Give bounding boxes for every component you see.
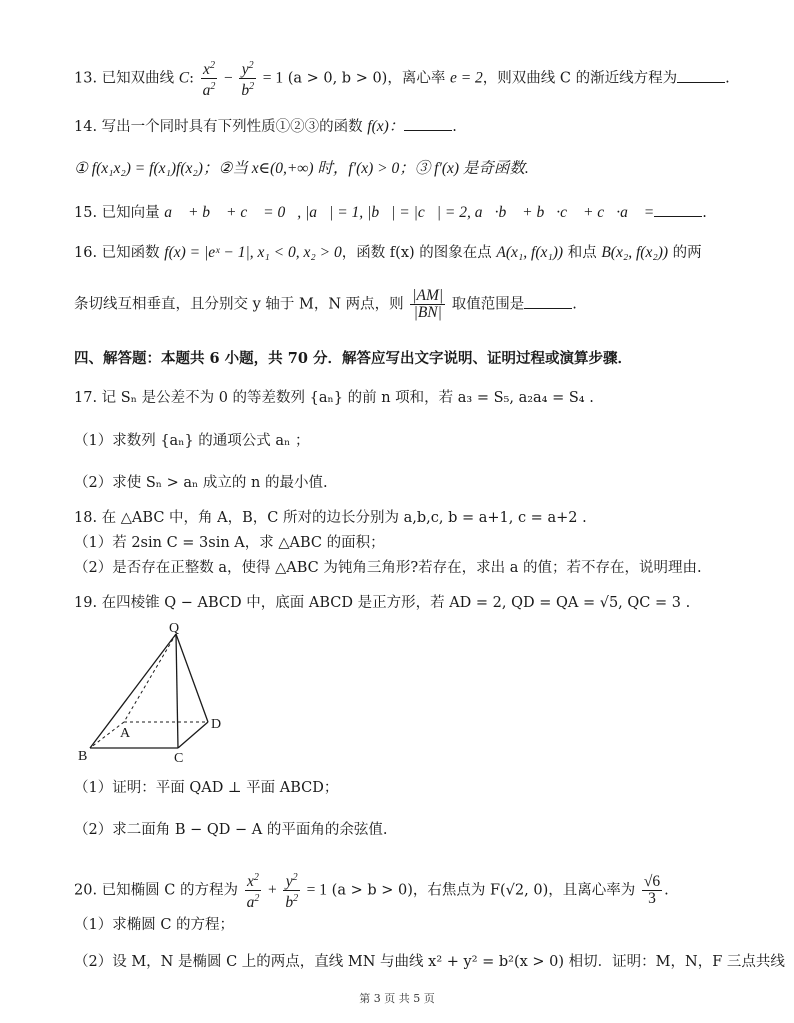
part-2: （2）求二面角 B − QD − A 的平面角的余弦值. [74, 822, 388, 838]
fraction-denominator: |BN| [413, 304, 442, 321]
question-number: 17. [74, 390, 98, 406]
question-text: 记 Sₙ 是公差不为 0 的等差数列 {aₙ} 的前 n 项和，若 a₃ = S₅, a₂a₄ = S₄ . [101, 390, 594, 406]
label-b: B [78, 749, 88, 764]
question-15: 15. 已知向量 a⃗ + b⃗ + c⃗ = 0⃗, |a⃗| = 1, |b⃗| = |c⃗| = 2, a⃗·b⃗ + b⃗·c⃗ + c⃗·a⃗ = . [74, 204, 707, 221]
part-1: （1）证明：平面 QAD ⊥ 平面 ABCD； [74, 780, 339, 796]
question-number: 15. [74, 205, 98, 221]
question-number: 13. [74, 70, 98, 87]
condition-text: (a > 0, b > 0)，离心率 [287, 70, 446, 87]
answer-blank[interactable] [677, 68, 725, 83]
question-text: 已知函数 [101, 245, 160, 261]
answer-blank[interactable] [524, 294, 572, 309]
question-13: 13. 已知双曲线 C: $\frac{x^2}{a^2}$ − $\frac{y^2}{b^2}$ = 1 (a > 0, b > 0)，离心率 e = 2，则双曲线 C 的渐近线方程为 . [74, 60, 730, 100]
part-2: （2）是否存在正整数 a，使得 △ABC 为钝角三角形?若存在，求出 a 的值；若不存在，说明理由. [74, 560, 702, 576]
question-text: 在四棱锥 Q − ABCD 中，底面 ABCD 是正方形，若 AD = 2, QD = QA = √5, QC = 3 . [101, 595, 691, 611]
pyramid-figure [70, 620, 240, 765]
part-1: （1）求数列 {aₙ} 的通项公式 aₙ ； [74, 433, 310, 449]
section-heading: 四、解答题：本题共 6 小题，共 70 分．解答应写出文字说明、证明过程或演算步骤． [74, 350, 632, 367]
eccentricity: e = 2 [449, 69, 483, 87]
answer-blank[interactable] [404, 116, 452, 131]
question-text: 已知椭圆 C 的方程为 [101, 882, 238, 899]
question-20: 20. 已知椭圆 C 的方程为 $\frac{x^2}{a^2}$ + $\frac{y^2}{b^2}$ = 1 (a > b > 0)，右焦点为 F(√2, 0)，且离心率为 $\frac{√6}{3}$ . [74, 872, 669, 912]
point-b: B(x₂, f(x₂)) [601, 244, 669, 261]
question-17 [74, 385, 754, 411]
part-1: （1）若 2sin C = 3sin A，求 △ABC 的面积； [74, 535, 385, 551]
question-number: 14. [74, 119, 98, 135]
question-text: 写出一个同时具有下列性质①②③的函数 [101, 119, 363, 135]
question-number: 20. [74, 882, 98, 899]
label-d: D [211, 717, 222, 732]
question-text: 条切线互相垂直，且分别交 y 轴于 M，N 两点，则 [74, 296, 404, 313]
edge-qa [124, 634, 176, 722]
question-number: 16. [74, 245, 98, 261]
edge-qd [176, 634, 208, 722]
label-a: A [120, 726, 131, 741]
part-2: （2）设 M，N 是椭圆 C 上的两点，直线 MN 与曲线 x² + y² = b²(x > 0) 相切．证明：M，N，F 三点共线 [74, 954, 785, 970]
edge-qb [90, 634, 176, 748]
question-18 [74, 505, 754, 531]
function-label: f(x)： [367, 118, 405, 135]
question-number: 18. [74, 510, 98, 526]
edge-qc [176, 634, 178, 748]
part-1: （1）求椭圆 C 的方程； [74, 917, 235, 933]
answer-blank[interactable] [654, 202, 702, 217]
vector-expression: a⃗ + b⃗ + c⃗ = 0⃗, |a⃗| = 1, |b⃗| = |c⃗| = 2, a⃗·b⃗ + b⃗·c⃗ + c⃗·a⃗ = [164, 204, 655, 221]
label-c: C [174, 751, 184, 765]
question-number: 19. [74, 595, 98, 611]
label-q: Q [169, 621, 180, 636]
fraction-numerator: |AM| [412, 287, 444, 304]
question-14: 14. 写出一个同时具有下列性质①②③的函数 f(x)： . [74, 118, 457, 135]
question-19 [74, 590, 754, 616]
function-def: f(x) = |eˣ − 1|, x₁ < 0, x₂ > 0 [164, 244, 342, 261]
question-16: 16. 已知函数 f(x) = |eˣ − 1|, x₁ < 0, x₂ > 0，函数 f(x) 的图象在点 A(x₁, f(x₁)) 和点 B(x₂, f(x₂)) 的两 [74, 244, 702, 261]
question-text: ，则双曲线 C 的渐近线方程为 [482, 70, 678, 87]
edge-cd [178, 722, 208, 748]
condition-text: (a > b > 0)，右焦点为 F(√2, 0)，且离心率为 [331, 882, 636, 899]
question-16-line2: 条切线互相垂直，且分别交 y 轴于 M，N 两点，则 $\frac{|AM|}{|BN|}$ 取值范围是 . [74, 287, 577, 321]
page-number: 第 3 页 共 5 页 [359, 992, 435, 1005]
question-text: 在 △ABC 中，角 A，B，C 所对的边长分别为 a,b,c, b = a+1, c = a+2 . [101, 510, 587, 526]
question-text: 已知双曲线 [101, 70, 175, 87]
properties-line [74, 156, 754, 182]
question-text: 已知向量 [101, 205, 160, 221]
point-a: A(x₁, f(x₁)) [496, 244, 564, 261]
properties-text: ① f(x₁x₂) = f(x₁)f(x₂)；②当 x∈(0,+∞) 时，f′(x) > 0；③ f′(x) 是奇函数. [74, 160, 529, 177]
part-2: （2）求使 Sₙ > aₙ 成立的 n 的最小值. [74, 475, 328, 491]
